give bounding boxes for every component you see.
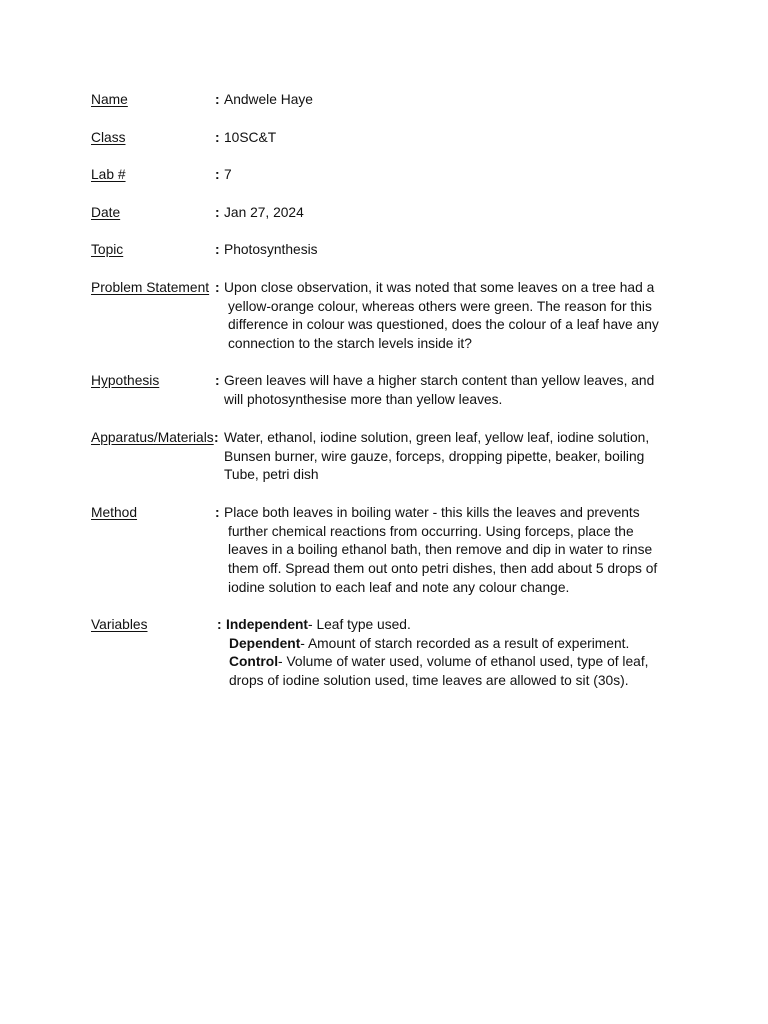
- field-topic-label: Topic: [91, 242, 124, 257]
- field-date-label: Date: [91, 205, 121, 220]
- field-method-colon: :: [215, 505, 220, 520]
- variable-independent-text: - Leaf type used.: [308, 617, 411, 632]
- variable-dependent-term: Dependent: [229, 635, 301, 651]
- field-problem-line-4: connection to the starch levels inside it?: [228, 336, 472, 352]
- field-method-line-5: iodine solution to each leaf and note any colour change.: [228, 579, 570, 595]
- field-method-line-3: leaves in a boiling ethanol bath, then remove and dip in water to rinse: [228, 542, 653, 558]
- variable-independent-term: Independent: [226, 617, 309, 632]
- field-date-value: [224, 204, 674, 223]
- field-method-line-4: them off. Spread them out onto petri dishes, then add about 5 drops of: [228, 561, 658, 577]
- field-topic-colon: :: [215, 242, 220, 257]
- field-topic-value: [224, 241, 674, 260]
- field-name-value: [224, 91, 674, 110]
- variable-control: [226, 653, 676, 672]
- field-problem-value: [224, 279, 674, 354]
- field-apparatus-value: [224, 429, 674, 485]
- variable-control-line-2: drops of iodine solution used, time leaves are allowed to sit (30s).: [229, 673, 629, 689]
- variable-independent: [226, 616, 676, 635]
- field-method-label: Method: [91, 505, 138, 520]
- variable-control-text: - Volume of water used, volume of ethanol used, type of leaf,: [278, 654, 649, 670]
- field-apparatus-label: Apparatus/Materials: [91, 430, 214, 445]
- field-variables-label: Variables: [91, 617, 148, 632]
- field-method-line-1: Place both leaves in boiling water - this kills the leaves and prevents: [224, 505, 640, 520]
- field-hypothesis-value: [224, 372, 674, 409]
- field-problem-label: Problem Statement: [91, 280, 210, 295]
- field-method-line-2: further chemical reactions from occurring. Using forceps, place the: [228, 523, 634, 539]
- field-lab-label: Lab #: [91, 167, 126, 182]
- variable-dependent: [226, 635, 676, 654]
- field-class-label: Class: [91, 130, 126, 145]
- field-class-colon: :: [215, 130, 220, 145]
- field-hypothesis-line-1: Green leaves will have a higher starch content than yellow leaves, and: [224, 373, 655, 388]
- field-lab-value-line: 7: [224, 167, 232, 182]
- field-hypothesis-line-2: will photosynthesise more than yellow leaves.: [224, 391, 503, 407]
- field-class-value-line: 10SC&T: [224, 130, 277, 145]
- field-name-label: Name: [91, 92, 128, 107]
- field-date-colon: :: [215, 205, 220, 220]
- field-date-value-line: Jan 27, 2024: [224, 205, 304, 220]
- field-hypothesis-label: Hypothesis: [91, 373, 160, 388]
- field-apparatus-line-1: Water, ethanol, iodine solution, green leaf, yellow leaf, iodine solution,: [224, 430, 650, 445]
- field-class-value: [224, 129, 674, 148]
- field-hypothesis-colon: :: [215, 373, 220, 388]
- field-problem-line-3: difference in colour was questioned, does the colour of a leaf have any: [228, 317, 659, 333]
- field-name-value-line: Andwele Haye: [224, 92, 313, 107]
- field-variables-value: [226, 616, 676, 691]
- field-problem-colon: :: [215, 280, 220, 295]
- field-apparatus-line-3: Tube, petri dish: [224, 467, 319, 483]
- field-apparatus-colon: :: [214, 430, 219, 445]
- field-problem-line-2: yellow-orange colour, whereas others were green. The reason for this: [228, 298, 652, 314]
- variable-dependent-text: - Amount of starch recorded as a result of experiment.: [300, 635, 630, 651]
- field-variables-colon: :: [217, 617, 222, 632]
- field-method-value: [224, 504, 674, 598]
- field-name-colon: :: [215, 92, 220, 107]
- variable-control-term: Control: [229, 654, 279, 670]
- field-apparatus-line-2: Bunsen burner, wire gauze, forceps, dropping pipette, beaker, boiling: [224, 448, 645, 464]
- field-topic-value-line: Photosynthesis: [224, 242, 318, 257]
- field-lab-colon: :: [215, 167, 220, 182]
- field-problem-line-1: Upon close observation, it was noted that some leaves on a tree had a: [224, 280, 655, 295]
- field-lab-value: [224, 166, 674, 185]
